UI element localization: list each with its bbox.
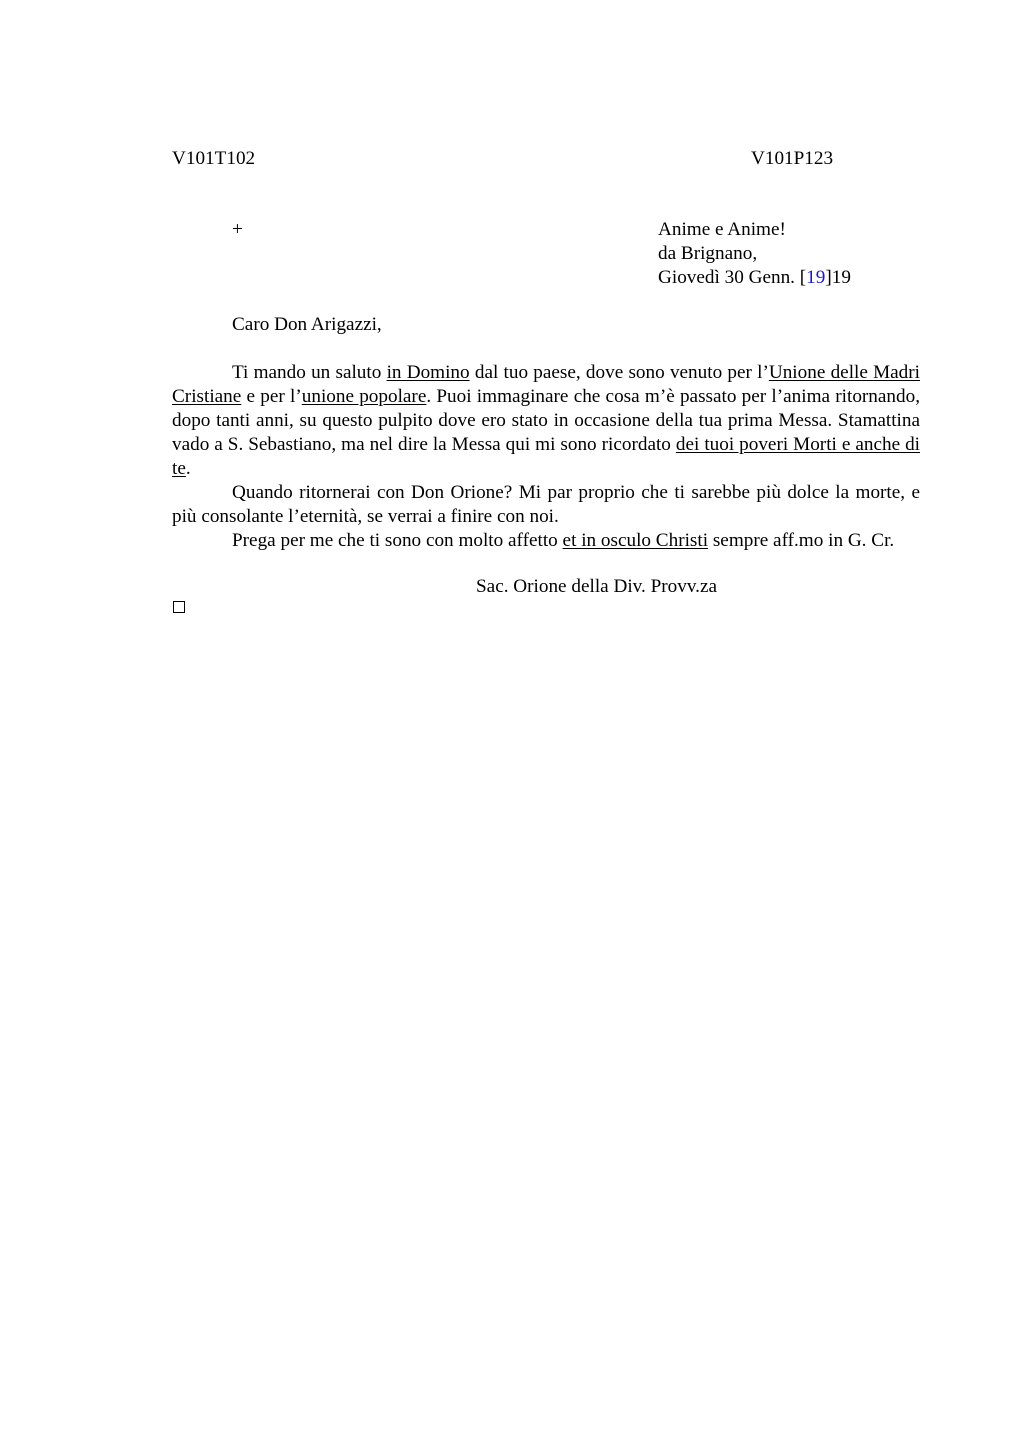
p1-text-1: Ti mando un saluto bbox=[232, 362, 387, 383]
date-prefix: Giovedì 30 Genn. [ bbox=[658, 267, 807, 288]
p1-text-5: . bbox=[185, 458, 191, 479]
date-suffix: ]19 bbox=[825, 267, 851, 288]
document-code-right: V101P123 bbox=[751, 148, 834, 169]
dateline-place: da Brignano, bbox=[658, 243, 758, 264]
p1-underline-1: in Domino bbox=[386, 362, 470, 383]
paragraph-3 bbox=[172, 529, 920, 553]
p1-text-4: . Puoi immaginare che cosa m’è passato per l’anima ritornando, dopo tanti anni, su questo pulpito dove ero stato in occasione della tua prima Messa. Stamattina vado a S. Sebastiano, ma nel dire la Messa qui mi sono ricordato bbox=[172, 386, 920, 455]
paragraph-2: Quando ritornerai con Don Orione? Mi par proprio che ti sarebbe più dolce la morte, e più consolante l’eternità, se verrai a finire con noi. bbox=[172, 482, 920, 527]
p1-text-2: dal tuo paese, dove sono venuto per l’ bbox=[469, 362, 769, 383]
end-of-document-box-icon bbox=[173, 601, 185, 613]
letter-body bbox=[172, 361, 920, 553]
salutation: Caro Don Arigazzi, bbox=[232, 314, 382, 335]
p1-underline-3: unione popolare bbox=[301, 386, 427, 407]
document-code-left: V101T102 bbox=[172, 148, 256, 169]
dateline-block bbox=[658, 218, 851, 290]
dateline-motto: Anime e Anime! bbox=[658, 219, 786, 240]
p1-underline-4: dei tuoi poveri Morti e anche di te bbox=[172, 434, 920, 479]
date-editorial-year: 19 bbox=[806, 267, 826, 288]
p3-underline-1: et in osculo Christi bbox=[562, 530, 709, 551]
signature: Sac. Orione della Div. Provv.za bbox=[476, 576, 718, 597]
dateline-date bbox=[658, 266, 851, 290]
p3-text-1: Prega per me che ti sono con molto affetto bbox=[232, 530, 563, 551]
p3-text-2: sempre aff.mo in G. Cr. bbox=[708, 530, 895, 551]
paragraph-1 bbox=[172, 361, 920, 481]
p1-underline-2: Unione delle Madri Cristiane bbox=[172, 362, 920, 407]
cross-mark: + bbox=[232, 219, 243, 240]
p1-text-3: e per l’ bbox=[241, 386, 302, 407]
